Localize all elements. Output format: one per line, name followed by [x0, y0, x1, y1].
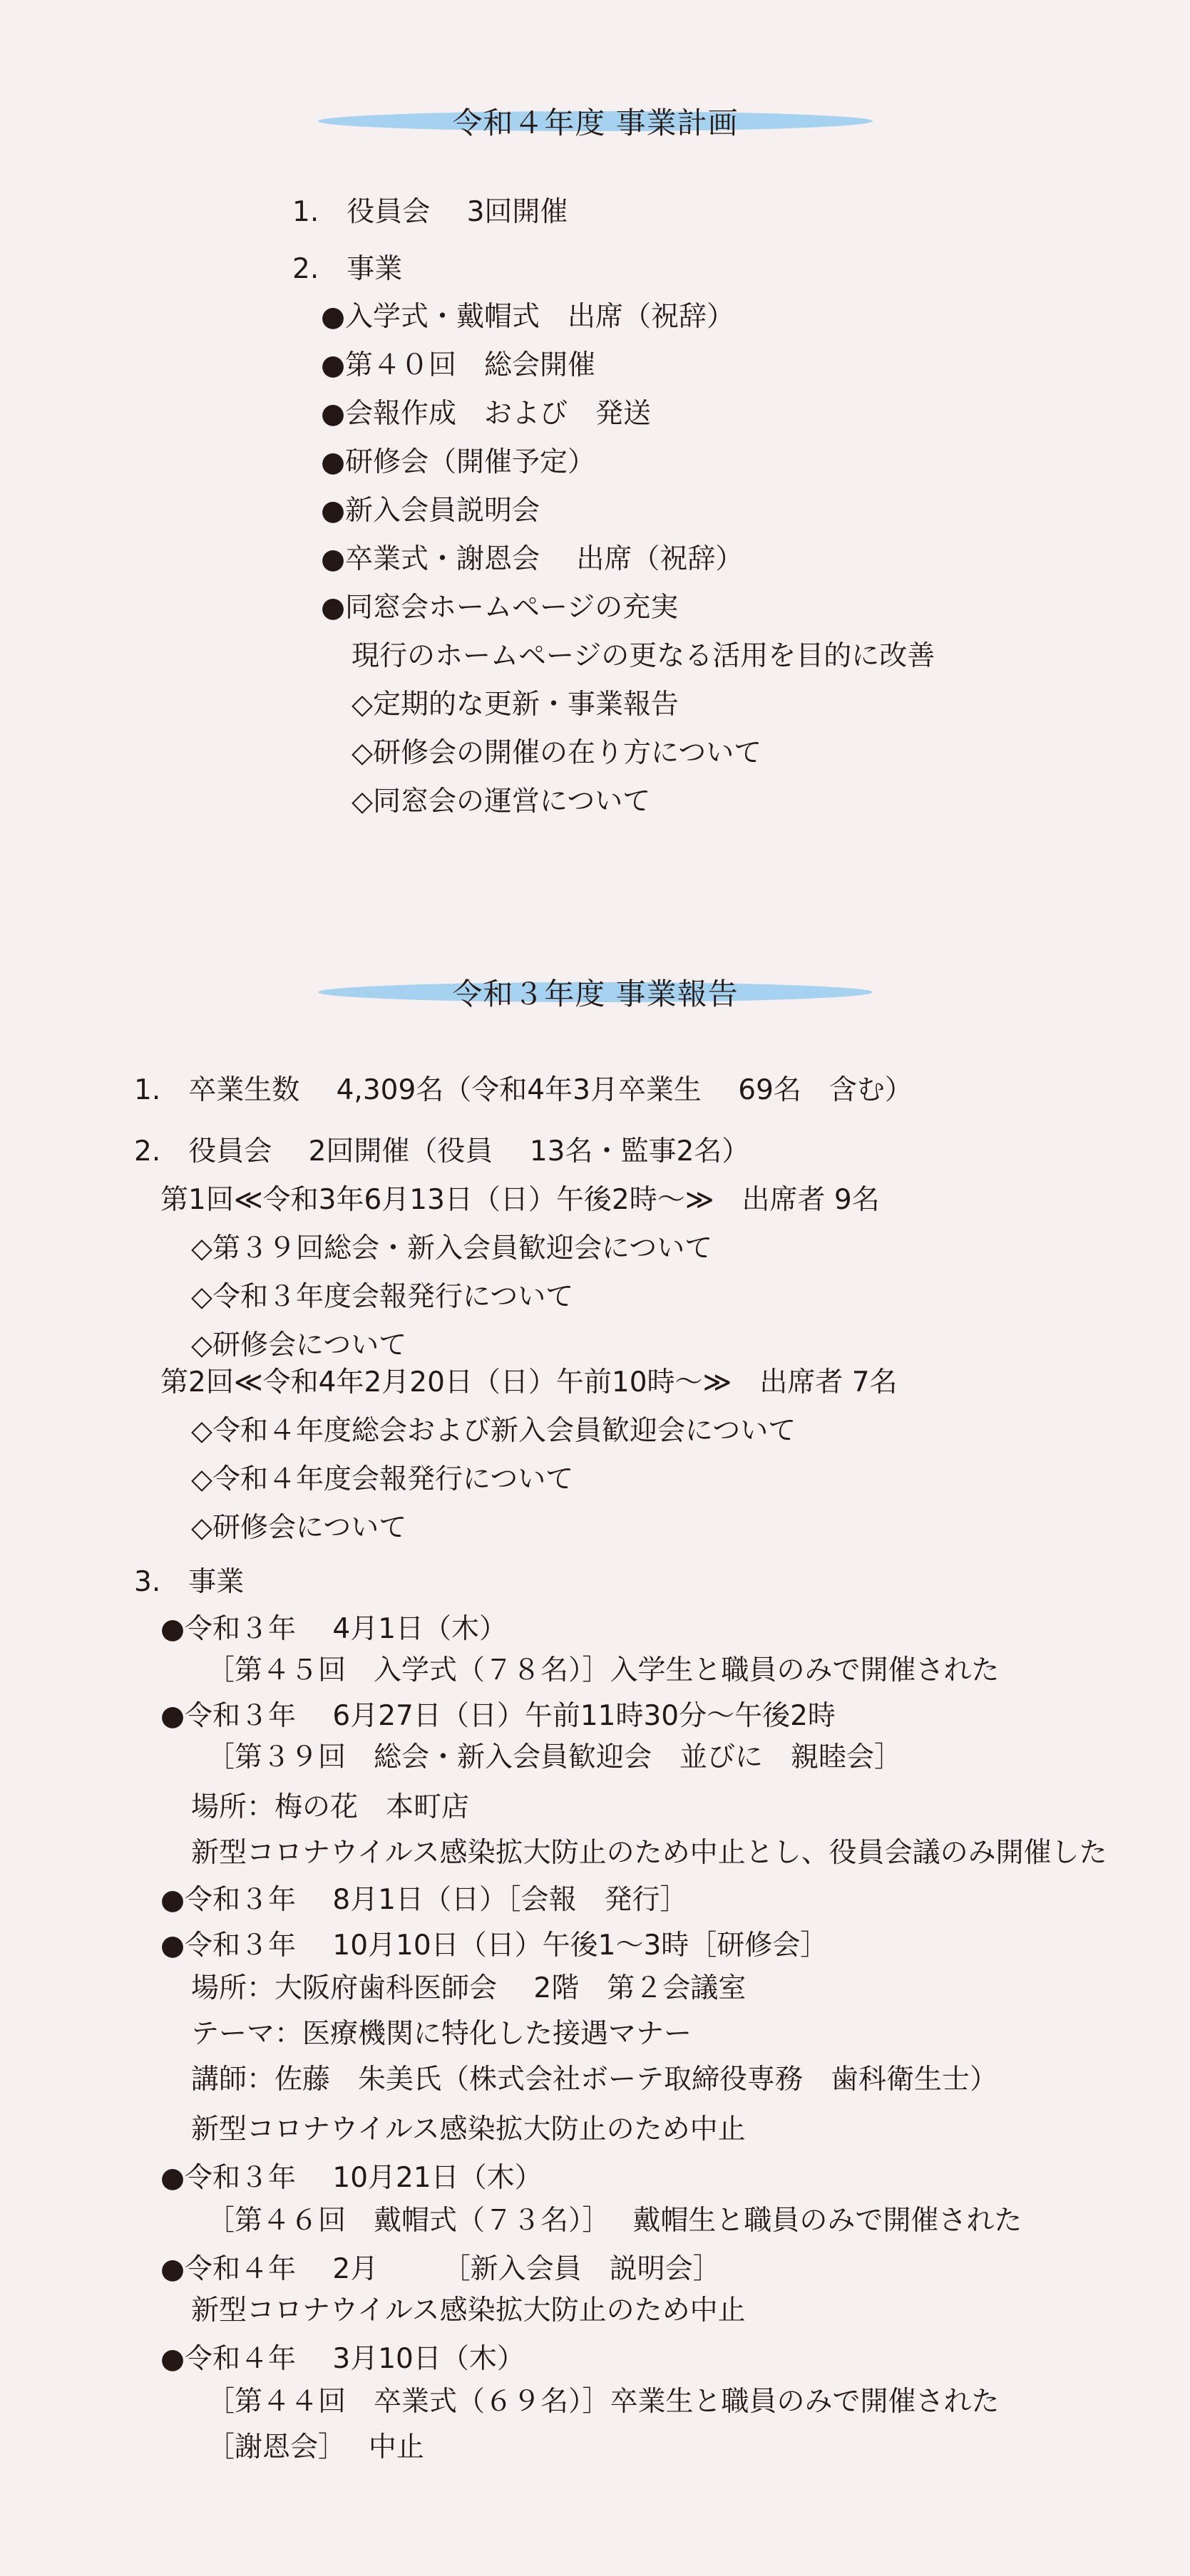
- plan-section-title: [318, 105, 873, 140]
- plan-line: ●入学式・戴帽式 出席（祝辞）: [321, 301, 735, 333]
- report-line: ［第３９回 総会・新入会員歓迎会 並びに 親睦会］: [207, 1741, 903, 1773]
- report-line: ［第４６回 戴帽式（７３名）］ 戴帽生と職員のみで開催された: [207, 2205, 1022, 2237]
- report-line: 新型コロナウイルス感染拡大防止のため中止: [191, 2113, 746, 2145]
- report-line: ●令和３年 8月1日（日）［会報 発行］: [160, 1884, 688, 1916]
- report-line: ◇令和４年度会報発行について: [191, 1463, 574, 1495]
- report-line: 第2回≪令和4年2月20日（日）午前10時〜≫ 出席者 7名: [160, 1366, 898, 1398]
- report-line: ●令和３年 4月1日（木）: [160, 1613, 508, 1645]
- report-title-text: 令和３年度 事業報告: [452, 977, 739, 1011]
- report-line: 1. 卒業生数 4,309名（令和4年3月卒業生 69名 含む）: [134, 1074, 913, 1106]
- plan-line: 1. 役員会 3回開催: [292, 196, 568, 228]
- report-line: ◇研修会について: [191, 1329, 407, 1361]
- report-line: 講師：佐藤 朱美氏（株式会社ボーテ取締役専務 歯科衛生士）: [191, 2064, 998, 2096]
- plan-line: ●卒業式・謝恩会 出席（祝辞）: [321, 543, 744, 575]
- plan-line: ●会報作成 および 発送: [321, 398, 652, 430]
- plan-line: ●新入会員説明会: [321, 495, 540, 527]
- report-line: ◇令和４年度総会および新入会員歓迎会について: [191, 1415, 796, 1447]
- report-line: 場所：梅の花 本町店: [191, 1791, 470, 1823]
- plan-title-text: 令和４年度 事業計画: [452, 105, 739, 140]
- report-line: テーマ：医療機関に特化した接遇マナー: [191, 2018, 692, 2050]
- report-line: 第1回≪令和3年6月13日（日）午後2時〜≫ 出席者 9名: [160, 1184, 880, 1216]
- plan-line: 現行のホームページの更なる活用を目的に改善: [352, 640, 935, 672]
- plan-line: ◇定期的な更新・事業報告: [352, 689, 679, 721]
- plan-line: ●研修会（開催予定）: [321, 446, 596, 478]
- report-line: ◇令和３年度会報発行について: [191, 1281, 574, 1313]
- report-line: 場所：大阪府歯科医師会 2階 第２会議室: [191, 1972, 747, 2004]
- plan-line: ●同窓会ホームページの充実: [321, 592, 679, 624]
- report-line: ●令和３年 10月21日（木）: [160, 2162, 543, 2194]
- report-line: ●令和４年 3月10日（木）: [160, 2343, 525, 2375]
- report-line: 3. 事業: [134, 1566, 245, 1598]
- report-line: ［謝恩会］ 中止: [207, 2431, 424, 2463]
- plan-line: ◇同窓会の運営について: [352, 785, 651, 818]
- report-line: 新型コロナウイルス感染拡大防止のため中止: [191, 2294, 746, 2327]
- report-section-title: [318, 977, 873, 1011]
- plan-line: ●第４０回 総会開催: [321, 349, 596, 381]
- plan-line: ◇研修会の開催の在り方について: [352, 737, 762, 769]
- report-line: ［第４５回 入学式（７８名）］入学生と職員のみで開催された: [207, 1654, 1000, 1686]
- report-line: ［第４４回 卒業式（６９名）］卒業生と職員のみで開催された: [207, 2386, 1000, 2418]
- report-line: ●令和３年 6月27日（日）午前11時30分〜午後2時: [160, 1700, 836, 1732]
- report-line: ●令和４年 2月 ［新入会員 説明会］: [160, 2253, 721, 2285]
- plan-line: 2. 事業: [292, 253, 403, 285]
- report-line: ◇研修会について: [191, 1512, 407, 1544]
- report-line: ●令和３年 10月10日（日）午後1〜3時［研修会］: [160, 1930, 829, 1962]
- report-line: 2. 役員会 2回開催（役員 13名・監事2名）: [134, 1135, 750, 1168]
- report-line: 新型コロナウイルス感染拡大防止のため中止とし、役員会議のみ開催した: [191, 1837, 1107, 1869]
- report-line: ◇第３９回総会・新入会員歓迎会について: [191, 1232, 713, 1264]
